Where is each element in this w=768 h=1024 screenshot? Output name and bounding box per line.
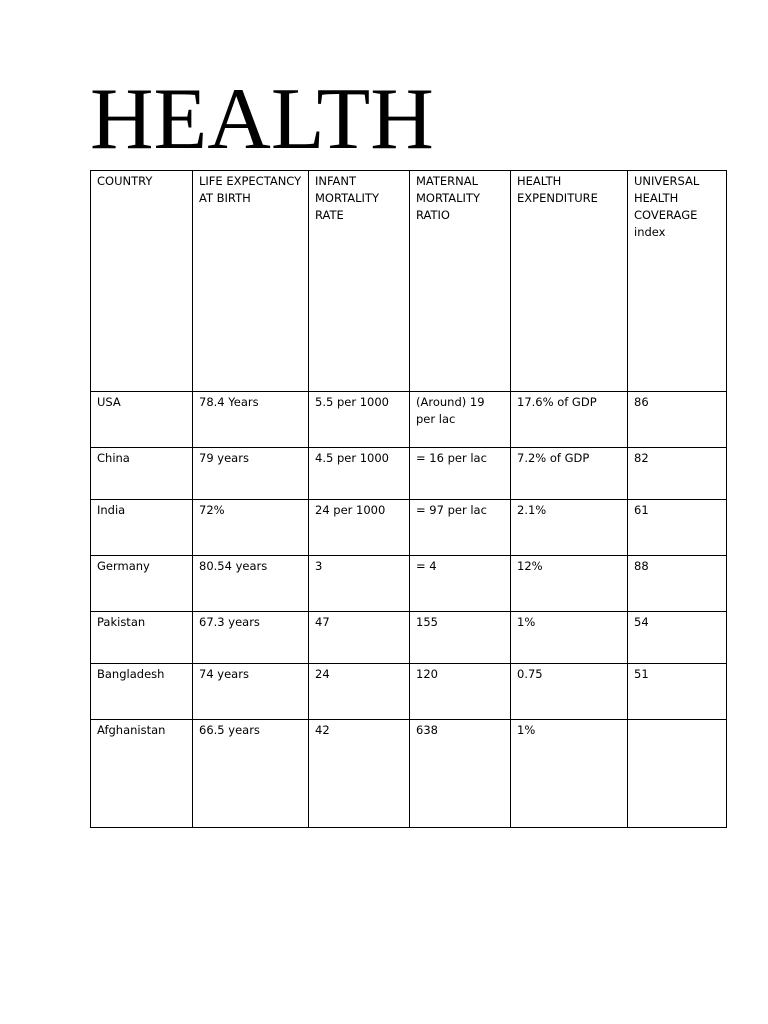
table-cell: 12% xyxy=(511,556,628,612)
table-cell: 0.75 xyxy=(511,664,628,720)
table-header-row xyxy=(91,171,727,392)
header-country: COUNTRY xyxy=(91,171,193,392)
table-cell: 42 xyxy=(309,720,410,828)
table-cell: 47 xyxy=(309,612,410,664)
table-cell: 74 years xyxy=(193,664,309,720)
table-cell: 66.5 years xyxy=(193,720,309,828)
table-cell: 86 xyxy=(628,392,727,448)
table-cell: China xyxy=(91,448,193,500)
table-row xyxy=(91,448,727,500)
table-row xyxy=(91,664,727,720)
header-life-expectancy: LIFE EXPECTANCY AT BIRTH xyxy=(193,171,309,392)
page-title: HEALTH xyxy=(90,71,434,168)
table-cell: 1% xyxy=(511,720,628,828)
header-maternal-mortality: MATERNAL MORTALITY RATIO xyxy=(410,171,511,392)
table-cell: 79 years xyxy=(193,448,309,500)
table-cell: 638 xyxy=(410,720,511,828)
table-row xyxy=(91,500,727,556)
table-cell: Germany xyxy=(91,556,193,612)
health-table xyxy=(90,170,727,828)
table-cell: 24 xyxy=(309,664,410,720)
table-cell: 120 xyxy=(410,664,511,720)
table-cell: 88 xyxy=(628,556,727,612)
table-cell: 80.54 years xyxy=(193,556,309,612)
header-health-expenditure: HEALTH EXPENDITURE xyxy=(511,171,628,392)
table-cell: 2.1% xyxy=(511,500,628,556)
table-cell: = 4 xyxy=(410,556,511,612)
table-row xyxy=(91,556,727,612)
table-cell: 24 per 1000 xyxy=(309,500,410,556)
table-cell: 1% xyxy=(511,612,628,664)
table-cell: Bangladesh xyxy=(91,664,193,720)
table-row xyxy=(91,720,727,828)
table-cell: Pakistan xyxy=(91,612,193,664)
table-cell: 78.4 Years xyxy=(193,392,309,448)
table-cell: USA xyxy=(91,392,193,448)
table-cell: = 16 per lac xyxy=(410,448,511,500)
table-row xyxy=(91,392,727,448)
table-cell xyxy=(628,720,727,828)
table-cell: 4.5 per 1000 xyxy=(309,448,410,500)
table-cell: 67.3 years xyxy=(193,612,309,664)
table-cell: (Around) 19 per lac xyxy=(410,392,511,448)
table-cell: 7.2% of GDP xyxy=(511,448,628,500)
table-cell: = 97 per lac xyxy=(410,500,511,556)
table-cell: 72% xyxy=(193,500,309,556)
table-cell: 3 xyxy=(309,556,410,612)
table-cell: 82 xyxy=(628,448,727,500)
table-cell: 51 xyxy=(628,664,727,720)
table-cell: 61 xyxy=(628,500,727,556)
table-cell: 17.6% of GDP xyxy=(511,392,628,448)
table-cell: 155 xyxy=(410,612,511,664)
table-cell: Afghanistan xyxy=(91,720,193,828)
table-cell: 54 xyxy=(628,612,727,664)
table-row xyxy=(91,612,727,664)
header-uhc-index: UNIVERSAL HEALTH COVERAGE index xyxy=(628,171,727,392)
table-cell: India xyxy=(91,500,193,556)
header-infant-mortality: INFANT MORTALITY RATE xyxy=(309,171,410,392)
table-cell: 5.5 per 1000 xyxy=(309,392,410,448)
